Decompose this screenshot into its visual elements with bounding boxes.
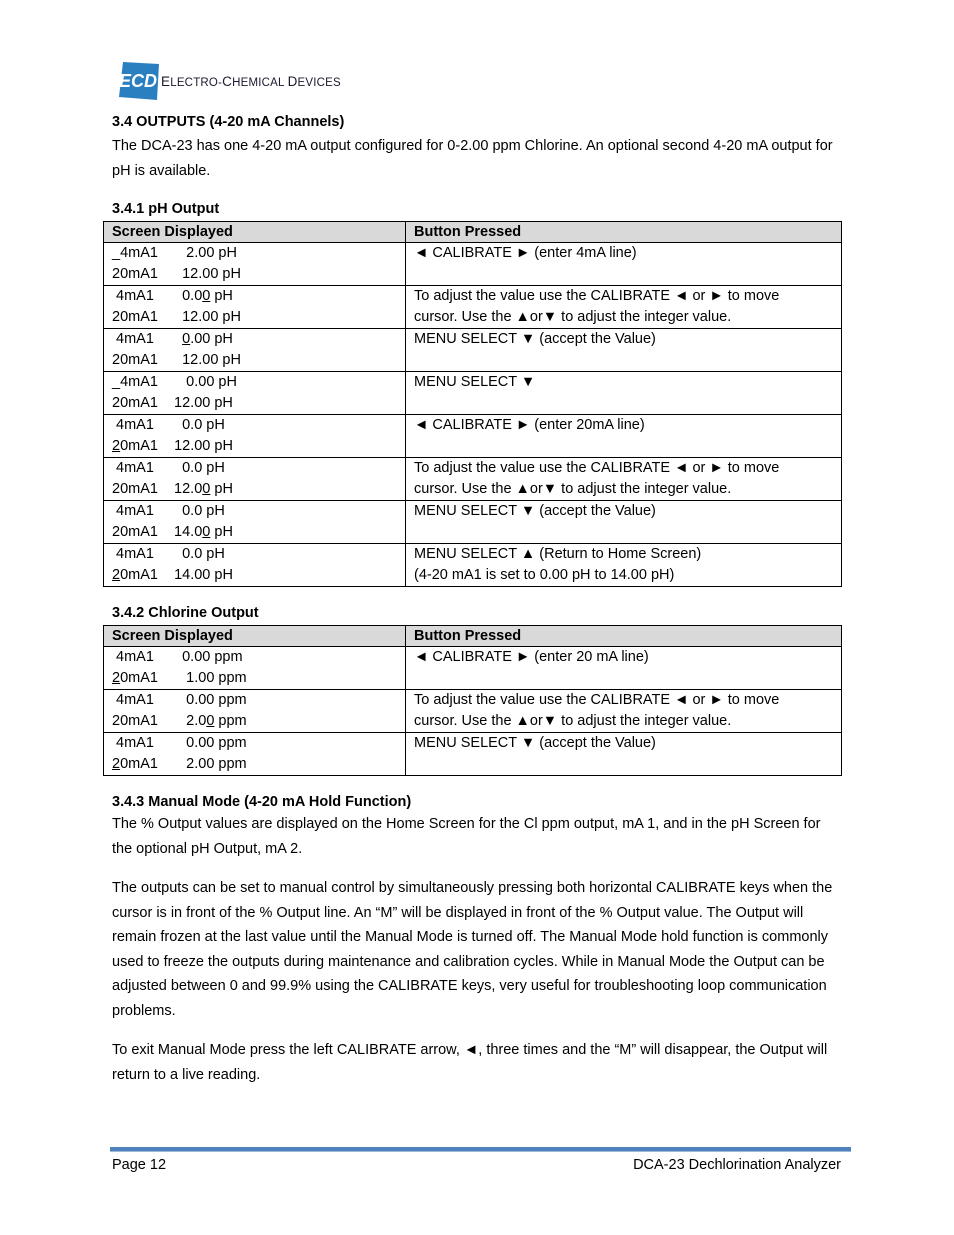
table-row (104, 647, 842, 690)
table-row (104, 329, 842, 372)
screen-cell: 4mA1 0.00 ppm 20mA1 2.00 ppm (104, 733, 406, 776)
button-cell: MENU SELECT ▼ (accept the Value) (406, 733, 842, 776)
column-header: Button Pressed (406, 626, 842, 647)
ecd-logo-icon (117, 62, 159, 100)
manual-mode-paragraph: The outputs can be set to manual control by simultaneously pressing both horizontal CALIBRATE keys when the cursor is in front of the % Output line. An “M” will be displayed in front of the % Output value. The Output will remain frozen at the last value until the Manual Mode is turned off. The Manual Mode hold function is commonly used to freeze the outputs during maintenance and calibration cycles. While in Manual Mode the Output can be adjusted between 0 and 99.9% using the CALIBRATE keys, very useful for troubleshooting loop communication problems. (112, 880, 833, 1019)
screen-cell: 4mA1 0.00 pH 20mA1 12.00 pH (104, 286, 406, 329)
button-cell: MENU SELECT ▼ (accept the Value) (406, 501, 842, 544)
column-header: Screen Displayed (104, 222, 406, 243)
table-row (104, 458, 842, 501)
button-cell: ◄ CALIBRATE ► (enter 4mA line) (406, 243, 842, 286)
company-name: ELECTRO-CHEMICAL DEVICES (161, 73, 341, 89)
table-row (104, 690, 842, 733)
button-cell: To adjust the value use the CALIBRATE ◄ or ► to move cursor. Use the ▲or▼ to adjust the integer value. (406, 690, 842, 733)
button-cell: To adjust the value use the CALIBRATE ◄ or ► to move cursor. Use the ▲or▼ to adjust the integer value. (406, 286, 842, 329)
table-header-row (104, 626, 842, 647)
ph-output-table (103, 221, 842, 587)
button-cell: To adjust the value use the CALIBRATE ◄ or ► to move cursor. Use the ▲or▼ to adjust the integer value. (406, 458, 842, 501)
section-intro: The DCA-23 has one 4-20 mA output configured for 0-2.00 ppm Chlorine. An optional second 4-20 mA output for pH is available. (112, 138, 833, 179)
table-row (104, 733, 842, 776)
logo-mark: ECD (118, 71, 158, 91)
screen-cell: _4mA1 0.00 pH 20mA1 12.00 pH (104, 372, 406, 415)
screen-cell: 4mA1 0.00 pH 20mA1 12.00 pH (104, 329, 406, 372)
ph-output-title: 3.4.1 pH Output (112, 201, 220, 217)
table-row (104, 243, 842, 286)
table-header-row (104, 222, 842, 243)
table-row (104, 501, 842, 544)
chlorine-output-title: 3.4.2 Chlorine Output (112, 605, 259, 621)
table-row (104, 372, 842, 415)
column-header: Screen Displayed (104, 626, 406, 647)
screen-cell: 4mA1 0.00 ppm 20mA1 1.00 ppm (104, 647, 406, 690)
button-cell: MENU SELECT ▼ (406, 372, 842, 415)
button-cell: MENU SELECT ▼ (accept the Value) (406, 329, 842, 372)
section-title: 3.4 OUTPUTS (4-20 mA Channels) (112, 114, 345, 130)
screen-cell: _4mA1 2.00 pH 20mA1 12.00 pH (104, 243, 406, 286)
chlorine-output-table (103, 625, 842, 776)
manual-mode-title: 3.4.3 Manual Mode (4-20 mA Hold Function) (112, 794, 412, 810)
screen-cell: 4mA1 0.0 pH 20mA1 12.00 pH (104, 415, 406, 458)
button-cell: ◄ CALIBRATE ► (enter 20 mA line) (406, 647, 842, 690)
button-cell: ◄ CALIBRATE ► (enter 20mA line) (406, 415, 842, 458)
company-logo (117, 62, 341, 100)
manual-mode-paragraph: The % Output values are displayed on the Home Screen for the Cl ppm output, mA 1, and in the pH Screen for the optional pH Output, mA 2. (112, 816, 821, 857)
manual-mode-paragraph: To exit Manual Mode press the left CALIBRATE arrow, ◄, three times and the “M” will disappear, the Output will return to a live reading. (112, 1042, 828, 1083)
screen-cell: 4mA1 0.0 pH 20mA1 14.00 pH (104, 544, 406, 587)
page-number: Page 12 (112, 1157, 167, 1173)
table-row (104, 286, 842, 329)
document-title: DCA-23 Dechlorination Analyzer (633, 1157, 841, 1173)
button-cell: MENU SELECT ▲ (Return to Home Screen) (4-20 mA1 is set to 0.00 pH to 14.00 pH) (406, 544, 842, 587)
page-content (112, 112, 842, 1087)
screen-cell: 4mA1 0.00 ppm 20mA1 2.00 ppm (104, 690, 406, 733)
table-row (104, 544, 842, 587)
screen-cell: 4mA1 0.0 pH 20mA1 12.00 pH (104, 458, 406, 501)
screen-cell: 4mA1 0.0 pH 20mA1 14.00 pH (104, 501, 406, 544)
column-header: Button Pressed (406, 222, 842, 243)
footer-divider-shadow (110, 1151, 851, 1152)
table-row (104, 415, 842, 458)
